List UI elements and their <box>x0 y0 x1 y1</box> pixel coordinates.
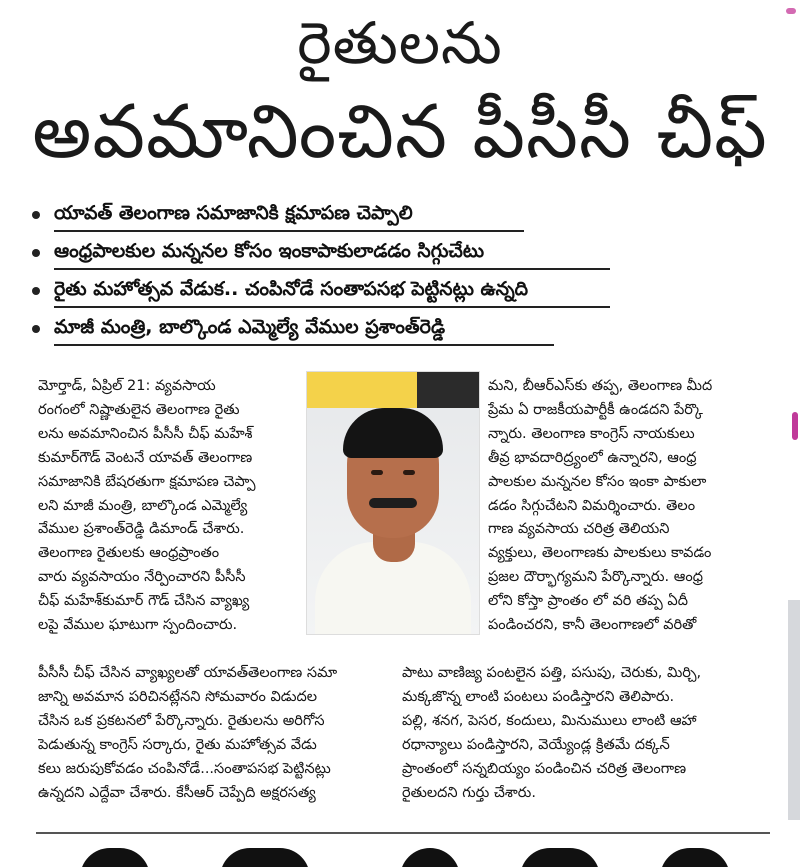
article-line: తీవ్ర భావదారిద్ర్యంలో ఉన్నారని, ఆంధ్ర <box>488 449 697 466</box>
article-line: రైతులదని గుర్తు చేశారు. <box>402 784 536 801</box>
headline-line-2: అవమానించిన పీసీసీ చీఫ్ <box>32 89 768 175</box>
article-line: మని, బీఆర్‌ఎస్‌కు తప్ప, తెలంగాణ మీద <box>488 378 713 394</box>
bullet-item <box>32 234 612 272</box>
article-line: పండించరని, కానీ తెలంగాణలో వరితో <box>488 617 697 634</box>
article-line: లని మాజీ మంత్రి, బాల్కొండ ఎమ్మెల్యే <box>38 497 248 514</box>
article-line: సమాజానికి బేషరతుగా క్షమాపణ చెప్పా <box>38 473 256 490</box>
article-line: కలు జరుపుకోవడం చంపినోడే...సంతాపసభ పెట్టినట్లు <box>38 760 331 777</box>
cropped-glyph <box>520 848 600 867</box>
article-line: రంగంలో నిష్ణాతులైన తెలంగాణ రైతు <box>38 401 240 418</box>
article-line: వ్యక్తులు, తెలంగాణకు పాలకులు కావడం <box>488 545 712 562</box>
article-line: పల్లి, శనగ, పెసర, కందులు, మినుములు లాంటి ఆహా <box>402 712 697 729</box>
article-line: కుమార్‌గౌడ్ వెంటనే యావత్ తెలంగాణ <box>38 449 253 466</box>
bullet-text: యావత్ తెలంగాణ సమాజానికి క్షమాపణ చెప్పాలి <box>54 201 413 224</box>
article-line: తెలంగాణ రైతులకు ఆంధ్రప్రాంతం <box>38 545 220 562</box>
next-headline-cropped <box>70 848 760 867</box>
article-line: మోర్తాడ్, ఏప్రిల్ 21: వ్యవసాయ <box>38 378 216 394</box>
bullet-underline <box>54 268 610 270</box>
article-line: ఉన్నదని ఎద్దేవా చేశారు. కేసీఆర్ చెప్పేది అక్షరసత్య <box>38 784 316 801</box>
adjacent-column-edge <box>782 0 800 867</box>
edge-photo-fragment <box>788 600 800 820</box>
cropped-glyph <box>400 848 460 867</box>
bullet-item <box>32 196 612 234</box>
article-line: ప్రజల దౌర్భాగ్యమని పేర్కొన్నారు. ఆంధ్ర <box>488 569 703 586</box>
article-line: పీసీసీ చీఫ్ చేసిన వ్యాఖ్యలతో యావత్‌తెలంగాణ సమా <box>38 665 338 681</box>
article-line: డడం సిగ్గుచేటని విమర్శించారు. తెలం <box>488 497 696 514</box>
photo-eye <box>403 470 415 475</box>
article-line: పాలకుల మన్ననల కోసం ఇంకా పాకులా <box>488 473 707 490</box>
article-line: ప్రేమ ఏ రాజకీయపార్టీకీ ఉండదని పేర్కొ <box>488 401 703 418</box>
photo-moustache <box>369 498 417 508</box>
bullet-underline <box>54 344 554 346</box>
edge-mark <box>792 412 798 440</box>
bullet-dot-icon <box>32 325 40 333</box>
article-line: లోని కోస్తా ప్రాంతం లో వరి తప్ప ఏదీ <box>488 593 688 610</box>
section-divider <box>36 832 770 834</box>
article-line: రధాన్యాలు పండిస్తారని, వెయ్యేండ్ల క్రితమే దక్కన్ <box>402 736 670 753</box>
article-line: ప్రాంతంలో సన్నబియ్యం పండించిన చరిత్ర తెలంగాణ <box>402 760 687 777</box>
photo-hair <box>343 408 443 458</box>
article-line: జాన్ని అవమాన పరిచినట్లేనని సోమవారం విడుదల <box>38 688 318 705</box>
article-right-column-tail <box>402 662 752 805</box>
article-line: వేముల ప్రశాంత్‌రెడ్డి డిమాండ్ చేశారు. <box>38 521 245 538</box>
subheadline-bullets <box>32 196 612 348</box>
article-left-column-tail <box>38 662 390 805</box>
cropped-glyph <box>220 848 310 867</box>
article-line: చేసిన ఒక ప్రకటనలో పేర్కొన్నారు. రైతులను అరిగోస <box>38 712 325 729</box>
bullet-text: రైతు మహోత్సవ వేడుక.. చంపినోడే సంతాపసభ పెట్టినట్లు ఉన్నది <box>54 277 529 300</box>
article-line: పెడుతున్న కాంగ్రెస్ సర్కారు, రైతు మహోత్సవ వేడు <box>38 736 317 753</box>
edge-mark <box>786 8 796 14</box>
photo-eye <box>371 470 383 475</box>
bullet-item <box>32 310 612 348</box>
article-line: గాణ వ్యవసాయ చరిత్ర తెలియని <box>488 521 670 538</box>
bullet-item <box>32 272 612 310</box>
article-line: లను అవమానించిన పీసీసీ చీఫ్ మహేశ్ <box>38 425 253 442</box>
article-left-column <box>38 375 300 638</box>
bullet-text: ఆంధ్రపాలకుల మన్ననల కోసం ఇంకాపాకులాడడం సిగ్గుచేటు <box>54 239 485 262</box>
article-right-column <box>488 375 750 638</box>
article-line: చీఫ్ మహేశ్‌కుమార్ గౌడ్ చేసిన వ్యాఖ్య <box>38 593 250 610</box>
cropped-glyph <box>660 848 730 867</box>
bullet-text: మాజీ మంత్రి, బాల్కొండ ఎమ్మెల్యే వేముల ప్రశాంత్‌రెడ్డి <box>54 315 446 338</box>
bullet-dot-icon <box>32 287 40 295</box>
cropped-glyph <box>80 848 150 867</box>
bullet-underline <box>54 230 524 232</box>
headline-line-1: రైతులను <box>297 9 503 77</box>
photo-banner-dark <box>417 372 479 408</box>
bullet-dot-icon <box>32 249 40 257</box>
politician-photo <box>306 371 480 635</box>
article-line: పాటు వాణిజ్య పంటలైన పత్తి, పసుపు, చెరుకు, మిర్చి, <box>402 665 702 681</box>
article-line: న్నారు. తెలంగాణ కాంగ్రెస్ నాయకులు <box>488 425 695 442</box>
bullet-dot-icon <box>32 211 40 219</box>
article-line: మక్కజొన్న లాంటి పంటలు పండిస్తారని తెలిపారు. <box>402 688 675 705</box>
bullet-underline <box>54 306 610 308</box>
article-line: వారు వ్యవసాయం నేర్పించారని పీసీసీ <box>38 569 246 586</box>
article-line: లపై వేముల ఘాటుగా స్పందించారు. <box>38 617 238 634</box>
